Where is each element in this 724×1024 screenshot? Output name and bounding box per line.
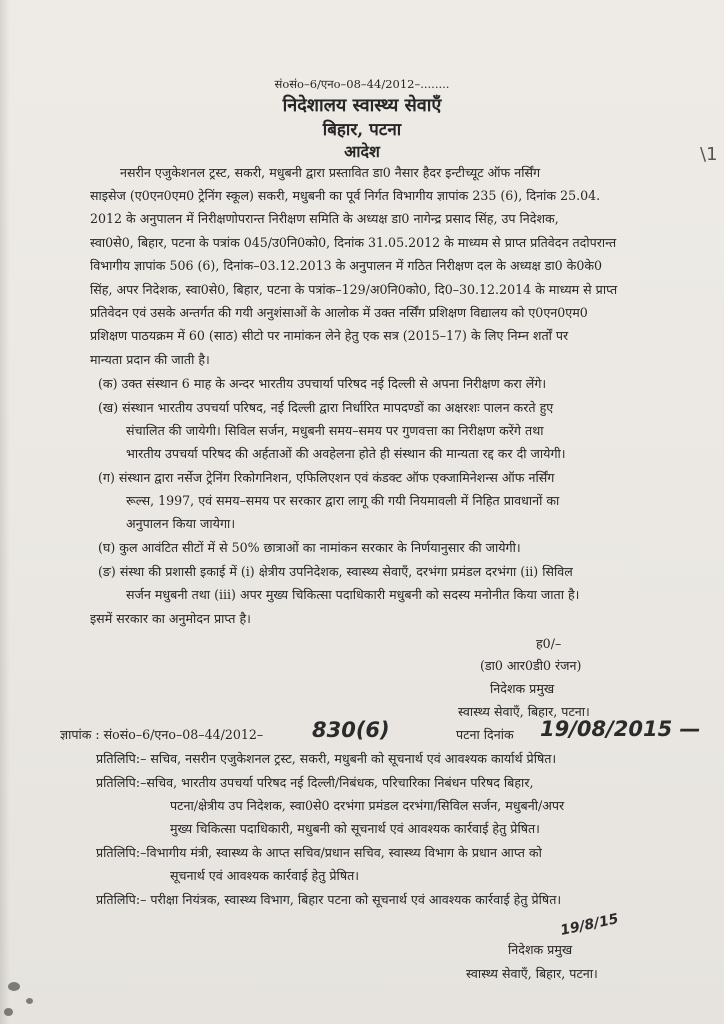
copy-line: मुख्य चिकित्सा पदाधिकारी, मधुबनी को सूचनार्थ एवं आवश्यक कार्रवाई हेतु प्रेषित।	[170, 821, 540, 836]
body-line: साइसेज (ए0एन0एम0 ट्रेनिंग स्कूल) सकरी, मधुबनी का पूर्व निर्गत विभागीय ज्ञापांक 235 (6), दिनांक 25.04.	[90, 188, 601, 203]
order-title: आदेश	[344, 142, 380, 161]
condition-line: (ख) संस्थान भारतीय उपचर्या परिषद, नई दिल्ली द्वारा निर्धारित मापदण्डों का अक्षरशः पालन करते हुए	[98, 400, 554, 415]
memo-date-handwritten: 19/08/2015 —	[540, 717, 701, 741]
signatory-name: (डा0 आर0डी0 रंजन)	[480, 658, 582, 673]
copy-line: प्रतिलिपि:–विभागीय मंत्री, स्वास्थ्य के आप्त सचिव/प्रधान सचिव, स्वास्थ्य विभाग के प्रधान आप्त को	[96, 845, 542, 860]
condition-line: (क) उक्त संस्थान 6 माह के अन्दर भारतीय उपचार्या परिषद नई दिल्ली से अपना निरीक्षण करा लेंगे।	[98, 376, 547, 391]
condition-line: (ङ) संस्था की प्रशासी इकाई में (i) क्षेत्रीय उपनिदेशक, स्वास्थ्य सेवाएँ, दरभंगा प्रमंडल दरभंगा (ii) सिविल	[98, 564, 573, 579]
body-line: मान्यता प्रदान की जाती है।	[90, 352, 210, 367]
signatory-department: स्वास्थ्य सेवाएँ, बिहार, पटना।	[458, 704, 590, 719]
body-line: सिंह, अपर निदेशक, स्वा0से0, बिहार, पटना के पत्रांक–129/अ0नि0को0, दि0–30.12.2014 के माध्यम से प्राप्त	[90, 282, 618, 297]
office-location: बिहार, पटना	[322, 120, 402, 140]
office-title: निदेशालय स्वास्थ्य सेवाएँ	[282, 95, 442, 116]
body-line: प्रशिक्षण पाठयक्रम में 60 (साठ) सीटो पर नामांकन लेने हेतु एक सत्र (2015–17) के लिए निम्न शर्तों पर	[90, 328, 569, 343]
margin-mark: \1	[700, 144, 718, 165]
final-department: स्वास्थ्य सेवाएँ, बिहार, पटना।	[466, 966, 598, 981]
scan-speck	[8, 982, 20, 991]
signatory-designation: निदेशक प्रमुख	[490, 681, 555, 696]
copy-line: प्रतिलिपि:–सचिव, भारतीय उपचर्या परिषद नई दिल्ली/निबंधक, परिचारिका निबंधन परिषद बिहार,	[96, 775, 534, 790]
final-signature-handwritten: 19/8/15	[558, 911, 620, 939]
condition-line: भारतीय उपचर्या परिषद की अर्हताओं की अवहेलना होते ही संस्थान की मान्यता रद्द कर दी जायेगी।	[126, 446, 566, 461]
signed-mark: ह0/–	[536, 636, 562, 651]
condition-line: (घ) कुल आवंटित सीटों में से 50% छात्राओं का नामांकन सरकार के निर्णयानुसार की जायेगी।	[98, 540, 521, 555]
scan-speck	[4, 1008, 13, 1016]
condition-line: सर्जन मधुबनी तथा (iii) अपर मुख्य चिकित्सा पदाधिकारी मधुबनी को सदस्य मनोनीत किया जाता है।	[126, 587, 580, 602]
final-designation: निदेशक प्रमुख	[508, 942, 573, 957]
condition-line: रूल्स, 1997, एवं समय–समय पर सरकार द्वारा लागू की गयी नियमावली में निहित प्रावधानों का	[126, 493, 560, 508]
memo-number-handwritten: 830(6)	[312, 718, 390, 742]
body-line: प्रतिवेदन एवं उसके अन्तर्गत की गयी अनुशंसाओं के आलोक में उक्त नर्सिंग प्रशिक्षण विद्यालय को ए0एन0एम0	[90, 305, 588, 320]
condition-line: अनुपालन किया जायेगा।	[126, 516, 236, 531]
copy-line: प्रतिलिपि:– सचिव, नसरीन एजुकेशनल ट्रस्ट, सकरी, मधुबनी को सूचनार्थ एवं आवश्यक कार्यार्थ प्रेषित।	[96, 751, 557, 766]
body-line: 2012 के अनुपालन में निरीक्षणोपरान्त निरीक्षण समिति के अध्यक्ष डा0 नागेन्द्र प्रसाद सिंह, उप निदेशक,	[90, 211, 559, 226]
copy-line: सूचनार्थ एवं आवश्यक कार्रवाई हेतु प्रेषित।	[170, 868, 360, 883]
memo-number-label: ज्ञापांक : संoसंo–6/एनo–08–44/2012–	[60, 727, 264, 742]
condition-line: इसमें सरकार का अनुमोदन प्राप्त है।	[90, 611, 251, 626]
body-line: स्वा0से0, बिहार, पटना के पत्रांक 045/उ0नि0को0, दिनांक 31.05.2012 के माध्यम से प्राप्त प्रतिवेदन तदोपरान्त	[90, 235, 617, 250]
condition-line: संचालित की जायेगी। सिविल सर्जन, मधुबनी समय–समय पर गुणवत्ता का निरीक्षण करेंगे तथा	[126, 423, 544, 438]
body-line: नसरीन एजुकेशनल ट्रस्ट, सकरी, मधुबनी द्वारा प्रस्तावित डा0 नैसार हैदर इन्टीच्यूट ऑफ नर्सिंग	[120, 165, 541, 180]
condition-line: (ग) संस्थान द्वारा नर्सेज ट्रेनिंग रिकोगनिशन, एफिलिएशन एवं कंडक्ट ऑफ एक्जामिनेशन्स ऑफ नर्सिंग	[98, 470, 555, 485]
reference-number: संoसंo–6/एनo–08–44/2012–........	[274, 77, 450, 91]
copy-line: पटना/क्षेत्रीय उप निदेशक, स्वा0से0 दरभंगा प्रमंडल दरभंगा/सिविल सर्जन, मधुबनी/अपर	[170, 798, 565, 813]
copy-line: प्रतिलिपि:– परीक्षा नियंत्रक, स्वास्थ्य विभाग, बिहार पटना को सूचनार्थ एवं आवश्यक कार्रवाई हेतु प्रेषित।	[96, 892, 562, 907]
body-line: विभागीय ज्ञापांक 506 (6), दिनांक–03.12.2013 के अनुपालन में गठित निरीक्षण दल के अध्यक्ष डा0 के0के0	[90, 258, 603, 273]
memo-date-label: पटना दिनांक	[456, 727, 514, 742]
scan-speck	[26, 998, 33, 1004]
